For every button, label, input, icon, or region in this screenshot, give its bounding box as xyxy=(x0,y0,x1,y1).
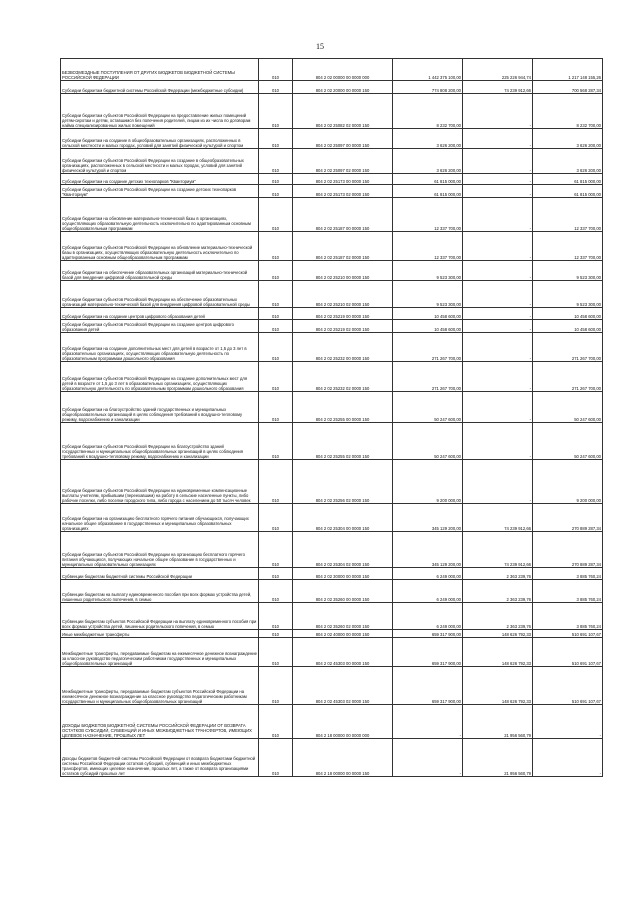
executed-amount-cell: - xyxy=(463,94,533,129)
line-code-cell: 010 xyxy=(259,308,293,320)
budget-code-cell: 804 2 02 00000 00 0000 000 xyxy=(293,59,393,81)
unexecuted-amount-cell: 12 337 700,00 xyxy=(533,198,603,232)
income-name-cell: Субвенции бюджетам субъектов Российской Федерации на выплату единовременного пособия при всех формах устройства детей, лишенных родительского попечения, в семью xyxy=(61,603,259,630)
budget-code-cell: 804 2 18 00000 00 0000 000 xyxy=(293,705,393,739)
line-code-cell: 010 xyxy=(259,739,293,777)
unexecuted-amount-cell: 3 626 200,00 xyxy=(533,129,603,149)
income-name-cell: Доходы бюджетов бюджетной системы Российской Федерации от возврата бюджетами бюджетной системы Российской Федерации остатков субсидий, субвенций и иных межбюджетных трансфертов, имеющих целевое назначение, прошлых лет, а также от возврата организациями остатков субсидий прошлых лет xyxy=(61,739,259,777)
approved-amount-cell: 271 267 700,00 xyxy=(393,362,463,392)
approved-amount-cell: 659 317 900,00 xyxy=(393,638,463,667)
unexecuted-amount-cell: 3 626 200,00 xyxy=(533,149,603,174)
budget-code-cell: 804 2 02 25097 02 0000 150 xyxy=(293,149,393,174)
table-row xyxy=(61,232,603,261)
budget-code-cell: 804 2 02 25232 00 0000 150 xyxy=(293,333,393,362)
budget-code-cell: 804 2 02 25173 00 0000 150 xyxy=(293,174,393,185)
line-code-cell: 010 xyxy=(259,185,293,198)
table-row xyxy=(61,149,603,174)
line-code-cell: 010 xyxy=(259,603,293,630)
line-code-cell: 010 xyxy=(259,129,293,149)
executed-amount-cell: 225 226 944,74 xyxy=(463,59,533,81)
budget-code-cell: 804 2 02 35260 02 0000 150 xyxy=(293,603,393,630)
budget-code-cell: 804 2 02 25304 00 0000 150 xyxy=(293,504,393,532)
table-row xyxy=(61,198,603,232)
approved-amount-cell: 345 129 200,00 xyxy=(393,532,463,568)
income-name-cell: Субсидии бюджетам субъектов Российской Федерации на создание детских технопарков "Кванториум" xyxy=(61,185,259,198)
line-code-cell: 010 xyxy=(259,81,293,94)
budget-code-cell: 804 2 18 00000 00 0000 150 xyxy=(293,739,393,777)
income-name-cell: Иные межбюджетные трансферты xyxy=(61,630,259,638)
line-code-cell: 010 xyxy=(259,532,293,568)
unexecuted-amount-cell: 10 458 600,00 xyxy=(533,308,603,320)
unexecuted-amount-cell: 12 337 700,00 xyxy=(533,232,603,261)
executed-amount-cell: - xyxy=(463,320,533,333)
line-code-cell: 010 xyxy=(259,333,293,362)
approved-amount-cell: 6 249 000,00 xyxy=(393,580,463,603)
executed-amount-cell: 74 239 912,66 xyxy=(463,504,533,532)
income-name-cell: Субвенции бюджетам бюджетной системы Российской Федерации xyxy=(61,568,259,580)
budget-code-cell: 804 2 02 20000 00 0000 150 xyxy=(293,81,393,94)
budget-code-cell: 804 2 02 25082 02 0000 150 xyxy=(293,94,393,129)
budget-code-cell: 804 2 02 25255 02 0000 150 xyxy=(293,423,393,460)
income-name-cell: Субсидии бюджетам на обновление материально-технической базы в организациях, осуществляющих образовательную деятельность исключительно по адаптированным основным общеобразовательным программам xyxy=(61,198,259,232)
approved-amount-cell: 50 247 600,00 xyxy=(393,392,463,423)
income-name-cell: Субсидии бюджетам на благоустройство зданий государственных и муниципальных общеобразовательных организаций в целях соблюдения требований к воздушно-тепловому режиму, водоснабжению и канализации xyxy=(61,392,259,423)
table-row xyxy=(61,81,603,94)
line-code-cell: 010 xyxy=(259,149,293,174)
line-code-cell: 010 xyxy=(259,362,293,392)
line-code-cell: 010 xyxy=(259,392,293,423)
income-name-cell: БЕЗВОЗМЕЗДНЫЕ ПОСТУПЛЕНИЯ ОТ ДРУГИХ БЮДЖЕТОВ БЮДЖЕТНОЙ СИСТЕМЫ РОССИЙСКОЙ ФЕДЕРАЦИИ xyxy=(61,59,259,81)
approved-amount-cell: 8 232 700,00 xyxy=(393,94,463,129)
table-row xyxy=(61,532,603,568)
budget-code-cell: 804 2 02 45303 00 0000 150 xyxy=(293,638,393,667)
table-row xyxy=(61,94,603,129)
executed-amount-cell: 2 363 239,76 xyxy=(463,568,533,580)
table-row xyxy=(61,333,603,362)
line-code-cell: 010 xyxy=(259,320,293,333)
line-code-cell: 010 xyxy=(259,174,293,185)
unexecuted-amount-cell: 1 217 148 155,26 xyxy=(533,59,603,81)
executed-amount-cell: 21 956 560,79 xyxy=(463,739,533,777)
approved-amount-cell: 10 458 600,00 xyxy=(393,320,463,333)
table-row xyxy=(61,261,603,281)
income-name-cell: Субсидии бюджетам на создание центров цифрового образования детей xyxy=(61,308,259,320)
executed-amount-cell: - xyxy=(463,460,533,504)
income-name-cell: Субсидии бюджетам на создание дополнительных мест для детей в возрасте от 1,5 до 3 лет в образовательных организациях, осуществляющих образовательную деятельность по образовательным программам дошкольного образования xyxy=(61,333,259,362)
unexecuted-amount-cell: 3 885 760,24 xyxy=(533,568,603,580)
line-code-cell: 010 xyxy=(259,568,293,580)
unexecuted-amount-cell: 3 885 760,24 xyxy=(533,603,603,630)
approved-amount-cell: 50 247 600,00 xyxy=(393,423,463,460)
line-code-cell: 010 xyxy=(259,580,293,603)
executed-amount-cell: - xyxy=(463,308,533,320)
approved-amount-cell: 6 249 000,00 xyxy=(393,568,463,580)
income-name-cell: Субсидии бюджетам на создание в общеобразовательных организациях, расположенных в сельской местности и малых городах, условий для занятий физической культурой и спортом xyxy=(61,129,259,149)
budget-code-cell: 804 2 02 25210 02 0000 150 xyxy=(293,281,393,308)
approved-amount-cell: 12 337 700,00 xyxy=(393,232,463,261)
income-name-cell: Субсидии бюджетам субъектов Российской Федерации на предоставление жилых помещений детям-сиротам и детям, оставшимся без попечения родителей, лицам из их числа по договорам найма специализированных жилых помещений xyxy=(61,94,259,129)
unexecuted-amount-cell: 510 691 107,67 xyxy=(533,630,603,638)
line-code-cell: 010 xyxy=(259,281,293,308)
line-code-cell: 010 xyxy=(259,59,293,81)
budget-code-cell: 804 2 02 25255 00 0000 150 xyxy=(293,392,393,423)
line-code-cell: 010 xyxy=(259,460,293,504)
budget-code-cell: 804 2 02 25256 02 0000 150 xyxy=(293,460,393,504)
executed-amount-cell: - xyxy=(463,149,533,174)
approved-amount-cell: 61 815 000,00 xyxy=(393,185,463,198)
income-name-cell: Субсидии бюджетам бюджетной системы Российской Федерации (межбюджетные субсидии) xyxy=(61,81,259,94)
line-code-cell: 010 xyxy=(259,94,293,129)
table-row xyxy=(61,362,603,392)
line-code-cell: 010 xyxy=(259,638,293,667)
unexecuted-amount-cell: 8 232 700,00 xyxy=(533,94,603,129)
line-code-cell: 010 xyxy=(259,198,293,232)
approved-amount-cell: 3 626 200,00 xyxy=(393,149,463,174)
budget-execution-table xyxy=(60,58,603,777)
approved-amount-cell: 61 815 000,00 xyxy=(393,174,463,185)
approved-amount-cell: 3 626 200,00 xyxy=(393,129,463,149)
executed-amount-cell: - xyxy=(463,232,533,261)
approved-amount-cell: - xyxy=(393,739,463,777)
approved-amount-cell: 271 267 700,00 xyxy=(393,333,463,362)
executed-amount-cell: 74 239 912,66 xyxy=(463,532,533,568)
income-name-cell: Субсидии бюджетам субъектов Российской Федерации на создание в общеобразовательных организациях, расположенных в сельской местности и малых городах, условий для занятий физической культурой и спортом xyxy=(61,149,259,174)
table-row xyxy=(61,281,603,308)
approved-amount-cell: 659 317 900,00 xyxy=(393,630,463,638)
income-name-cell: Субсидии бюджетам субъектов Российской Федерации на единовременные компенсационные выплаты учителям, прибывшим (переехавшим) на работу в сельские населенные пункты, либо рабочие поселки, либо поселки городского типа, либо города с населением до 50 тысяч человек xyxy=(61,460,259,504)
approved-amount-cell: 9 523 300,00 xyxy=(393,261,463,281)
income-name-cell: Субсидии бюджетам на обеспечение образовательных организаций материально-технической базой для внедрения цифровой образовательной среды xyxy=(61,261,259,281)
income-name-cell: Субсидии бюджетам субъектов Российской Федерации на обеспечение образовательных организаций материально-технической базой для внедрения цифровой образовательной среды xyxy=(61,281,259,308)
income-name-cell: Субвенции бюджетам на выплату единовременного пособия при всех формах устройства детей, лишенных родительского попечения, в семью xyxy=(61,580,259,603)
line-code-cell: 010 xyxy=(259,504,293,532)
income-name-cell: Субсидии бюджетам субъектов Российской Федерации на обновление материально-технической базы в организациях, осуществляющих образовательную деятельность исключительно по адаптированным основным общеобразовательным программам xyxy=(61,232,259,261)
unexecuted-amount-cell: 700 568 287,34 xyxy=(533,81,603,94)
table-row xyxy=(61,504,603,532)
executed-amount-cell: - xyxy=(463,185,533,198)
table-row xyxy=(61,320,603,333)
table-row xyxy=(61,174,603,185)
approved-amount-cell: - xyxy=(393,705,463,739)
budget-code-cell: 804 2 02 25210 00 0000 150 xyxy=(293,261,393,281)
approved-amount-cell: 9 523 300,00 xyxy=(393,281,463,308)
approved-amount-cell: 345 129 200,00 xyxy=(393,504,463,532)
table-row xyxy=(61,308,603,320)
approved-amount-cell: 10 458 600,00 xyxy=(393,308,463,320)
approved-amount-cell: 12 337 700,00 xyxy=(393,198,463,232)
income-name-cell: Межбюджетные трансферты, передаваемые бюджетам субъектов Российской Федерации на ежемесячное денежное вознаграждение за классное руководство педагогическим работникам государственных и муниципальных общеобразовательных организаций xyxy=(61,667,259,705)
income-name-cell: Субсидии бюджетам субъектов Российской Федерации на создание дополнительных мест для детей в возрасте от 1,5 до 3 лет в образовательных организациях, осуществляющих образовательную деятельность по образовательным программам дошкольного образования xyxy=(61,362,259,392)
table-row xyxy=(61,580,603,603)
budget-code-cell: 804 2 02 25232 02 0000 150 xyxy=(293,362,393,392)
table-body xyxy=(61,59,603,777)
executed-amount-cell: - xyxy=(463,281,533,308)
executed-amount-cell: - xyxy=(463,392,533,423)
unexecuted-amount-cell: 50 247 600,00 xyxy=(533,392,603,423)
executed-amount-cell: 148 626 792,33 xyxy=(463,667,533,705)
budget-code-cell: 804 2 02 25219 02 0000 150 xyxy=(293,320,393,333)
income-name-cell: ДОХОДЫ БЮДЖЕТОВ БЮДЖЕТНОЙ СИСТЕМЫ РОССИЙСКОЙ ФЕДЕРАЦИИ ОТ ВОЗВРАТА ОСТАТКОВ СУБСИДИЙ, СУБВЕНЦИЙ И ИНЫХ МЕЖБЮДЖЕТНЫХ ТРАНСФЕРТОВ, ИМЕЮЩИХ ЦЕЛЕВОЕ НАЗНАЧЕНИЕ, ПРОШЛЫХ ЛЕТ xyxy=(61,705,259,739)
income-name-cell: Субсидии бюджетам субъектов Российской Федерации на организацию бесплатного горячего питания обучающихся, получающих начальное общее образование в государственных и муниципальных образовательных организациях xyxy=(61,532,259,568)
budget-code-cell: 804 2 02 25173 02 0000 150 xyxy=(293,185,393,198)
executed-amount-cell: - xyxy=(463,261,533,281)
income-name-cell: Субсидии бюджетам на организацию бесплатного горячего питания обучающихся, получающих начальное общее образование в государственных и муниципальных образовательных организациях xyxy=(61,504,259,532)
line-code-cell: 010 xyxy=(259,232,293,261)
approved-amount-cell: 774 808 200,00 xyxy=(393,81,463,94)
table-row xyxy=(61,667,603,705)
income-name-cell: Субсидии бюджетам субъектов Российской Федерации на благоустройство зданий государственных и муниципальных общеобразовательных организаций в целях соблюдения требований к воздушно-тепловому режиму, водоснабжению и канализации xyxy=(61,423,259,460)
line-code-cell: 010 xyxy=(259,667,293,705)
executed-amount-cell: 148 626 792,33 xyxy=(463,638,533,667)
executed-amount-cell: - xyxy=(463,333,533,362)
approved-amount-cell: 1 442 375 100,00 xyxy=(393,59,463,81)
budget-code-cell: 804 2 02 25187 00 0000 150 xyxy=(293,198,393,232)
budget-code-cell: 804 2 02 40000 00 0000 150 xyxy=(293,630,393,638)
unexecuted-amount-cell: 271 267 700,00 xyxy=(533,333,603,362)
approved-amount-cell: 9 200 000,00 xyxy=(393,460,463,504)
line-code-cell: 010 xyxy=(259,423,293,460)
executed-amount-cell: - xyxy=(463,129,533,149)
executed-amount-cell: - xyxy=(463,174,533,185)
approved-amount-cell: 6 249 000,00 xyxy=(393,603,463,630)
unexecuted-amount-cell: 61 815 000,00 xyxy=(533,174,603,185)
executed-amount-cell: - xyxy=(463,198,533,232)
unexecuted-amount-cell: 50 247 600,00 xyxy=(533,423,603,460)
table-row xyxy=(61,603,603,630)
budget-code-cell: 804 2 02 25187 02 0000 150 xyxy=(293,232,393,261)
budget-code-cell: 804 2 02 25304 02 0000 150 xyxy=(293,532,393,568)
executed-amount-cell: 148 626 792,33 xyxy=(463,630,533,638)
unexecuted-amount-cell: 270 889 287,34 xyxy=(533,504,603,532)
executed-amount-cell: 21 956 560,79 xyxy=(463,705,533,739)
budget-code-cell: 804 2 02 45303 02 0000 150 xyxy=(293,667,393,705)
executed-amount-cell: 74 239 912,66 xyxy=(463,81,533,94)
unexecuted-amount-cell: 9 523 300,00 xyxy=(533,281,603,308)
page-number: 15 xyxy=(316,42,324,51)
table-row xyxy=(61,185,603,198)
unexecuted-amount-cell: 9 523 300,00 xyxy=(533,261,603,281)
unexecuted-amount-cell: 61 815 000,00 xyxy=(533,185,603,198)
executed-amount-cell: 2 363 239,76 xyxy=(463,603,533,630)
table-row xyxy=(61,739,603,777)
income-name-cell: Межбюджетные трансферты, передаваемые бюджетам на ежемесячное денежное вознаграждение за классное руководство педагогическим работникам государственных и муниципальных общеобразовательных организаций xyxy=(61,638,259,667)
unexecuted-amount-cell: 510 691 107,67 xyxy=(533,667,603,705)
line-code-cell: 010 xyxy=(259,261,293,281)
table-row xyxy=(61,705,603,739)
executed-amount-cell: - xyxy=(463,362,533,392)
executed-amount-cell: 2 363 239,76 xyxy=(463,580,533,603)
table-row xyxy=(61,59,603,81)
executed-amount-cell: - xyxy=(463,423,533,460)
table-row xyxy=(61,129,603,149)
income-name-cell: Субсидии бюджетам субъектов Российской Федерации на создание центров цифрового образования детей xyxy=(61,320,259,333)
unexecuted-amount-cell: 9 200 000,00 xyxy=(533,460,603,504)
table-row xyxy=(61,460,603,504)
budget-code-cell: 804 2 02 25219 00 0000 150 xyxy=(293,308,393,320)
table-row xyxy=(61,568,603,580)
table-row xyxy=(61,630,603,638)
table-row xyxy=(61,423,603,460)
line-code-cell: 010 xyxy=(259,705,293,739)
table-row xyxy=(61,392,603,423)
unexecuted-amount-cell: 510 691 107,67 xyxy=(533,638,603,667)
unexecuted-amount-cell: 3 885 760,24 xyxy=(533,580,603,603)
budget-code-cell: 804 2 02 25097 00 0000 150 xyxy=(293,129,393,149)
unexecuted-amount-cell: - xyxy=(533,705,603,739)
table-row xyxy=(61,638,603,667)
unexecuted-amount-cell: 10 458 600,00 xyxy=(533,320,603,333)
unexecuted-amount-cell: - xyxy=(533,739,603,777)
unexecuted-amount-cell: 270 889 287,34 xyxy=(533,532,603,568)
budget-code-cell: 804 2 02 35260 00 0000 150 xyxy=(293,580,393,603)
unexecuted-amount-cell: 271 267 700,00 xyxy=(533,362,603,392)
line-code-cell: 010 xyxy=(259,630,293,638)
income-name-cell: Субсидии бюджетам на создание детских технопарков "Кванториум" xyxy=(61,174,259,185)
budget-code-cell: 804 2 02 30000 00 0000 150 xyxy=(293,568,393,580)
approved-amount-cell: 659 317 900,00 xyxy=(393,667,463,705)
